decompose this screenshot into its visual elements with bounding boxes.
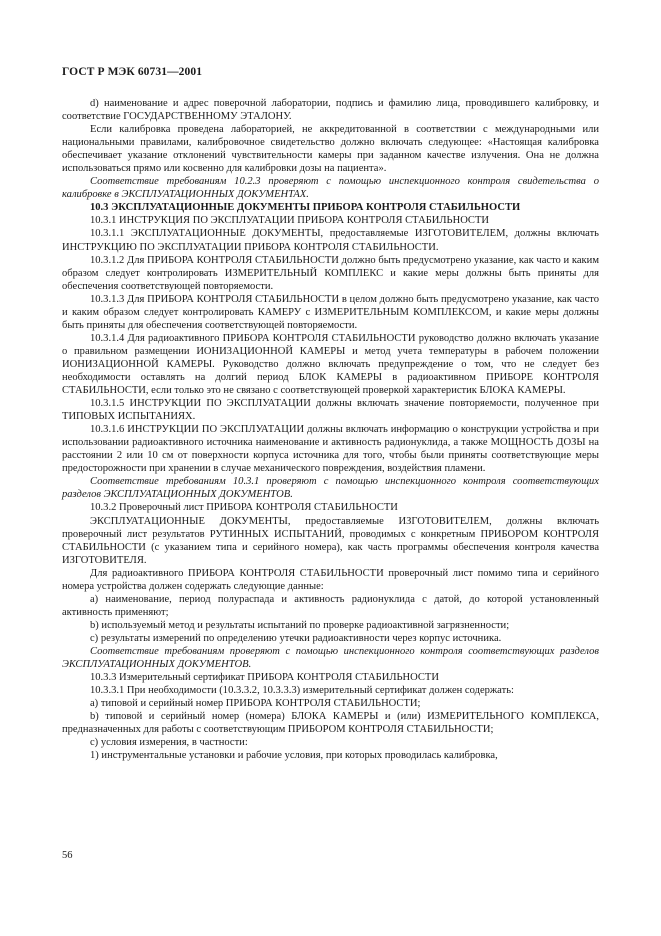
paragraph: 10.3.3.1 При необходимости (10.3.3.2, 10.3.3.3) измерительный сертификат должен содержать: [90,685,514,697]
paragraph: Для радиоактивного ПРИБОРА КОНТРОЛЯ СТАБИЛЬНОСТИ проверочный лист помимо типа и серийного номера устройства должен содержать следующие данные: [62,567,599,592]
paragraph: 10.3.1 ИНСТРУКЦИЯ ПО ЭКСПЛУАТАЦИИ ПРИБОРА КОНТРОЛЯ СТАБИЛЬНОСТИ [90,215,490,227]
page-number: 56 [62,850,73,861]
paragraph: ЭКСПЛУАТАЦИОННЫЕ ДОКУМЕНТЫ, предоставляемые ИЗГОТОВИТЕЛЕМ, должны включать проверочный лист результатов РУТИННЫХ ИСПЫТАНИЙ, проводимых с конкретным ПРИБОРОМ КОНТРОЛЯ СТАБИЛЬНОСТИ (с указанием типа и серийного номера), как часть программы обеспечения контроля качества ИЗГОТОВИТЕЛЯ. [62,515,599,566]
paragraph: 10.3.1.5 ИНСТРУКЦИИ ПО ЭКСПЛУАТАЦИИ должны включать значение повторяемости, полученное при ТИПОВЫХ ИСПЫТАНИЯХ. [62,398,599,423]
paragraph: c) результаты измерений по определению утечки радиоактивности через корпус источника. [90,632,502,644]
paragraph: 10.3.1.4 Для радиоактивного ПРИБОРА КОНТРОЛЯ СТАБИЛЬНОСТИ руководство должно включать указание о правильном размещении ИОНИЗАЦИОННОЙ КАМЕРЫ и метод учета температуры в рабочем положении ИОНИЗАЦИОННОЙ КАМЕРЫ. Руководство должно включать предупреждение о том, что не следует без необходимости оставлять на долгий период БЛОК КАМЕРЫ в радиоактивном ПРИБОРЕ КОНТРОЛЯ СТАБИЛЬНОСТИ, если только это не связано с соответствующей проверкой характеристик БЛОКА КАМЕРЫ. [62,332,599,397]
paragraph: Если калибровка проведена лабораторией, не аккредитованной в соответствии с международными или национальными правилами, калибровочное свидетельство должно включать следующее: «Настоящая калибровка обеспечивает указание отклонений чувствительности камеры при заданном качестве излучения. Она не должна использоваться прямо или косвенно для калибровки дозы на пациента». [62,124,599,175]
document-body [62,97,599,762]
paragraph: Соответствие требованиям 10.3.1 проверяют с помощью инспекционного контроля соответствующих разделов ЭКСПЛУАТАЦИОННЫХ ДОКУМЕНТОВ. [62,476,599,501]
paragraph: 10.3.3 Измерительный сертификат ПРИБОРА КОНТРОЛЯ СТАБИЛЬНОСТИ [90,672,439,684]
paragraph: 10.3.1.6 ИНСТРУКЦИИ ПО ЭКСПЛУАТАЦИИ должны включать информацию о конструкции устройства и при использовании радиоактивного источника наименование и активность радионуклида, а также МОЩНОСТЬ ДОЗЫ на расстоянии 2 или 10 см от поверхности корпуса источника для того, чтобы были приняты соответствующие меры предосторожности при хранении в случае механического повреждения, воздействия пламени. [62,424,599,475]
paragraph: 10.3.1.3 Для ПРИБОРА КОНТРОЛЯ СТАБИЛЬНОСТИ в целом должно быть предусмотрено указание, как часто и каким образом следует контролировать КАМЕРУ с ИЗМЕРИТЕЛЬНЫМ КОМПЛЕКСОМ, и какие меры должны быть приняты для обеспечения соответствующей повторяемости. [62,293,599,331]
paragraph: 1) инструментальные установки и рабочие условия, при которых проводилась калибровка, [90,750,498,762]
paragraph: 10.3 ЭКСПЛУАТАЦИОННЫЕ ДОКУМЕНТЫ ПРИБОРА КОНТРОЛЯ СТАБИЛЬНОСТИ [90,202,521,214]
paragraph: Соответствие требованиям 10.2.3 проверяют с помощью инспекционного контроля свидетельства о калибровке в ЭКСПЛУАТАЦИОННЫХ ДОКУМЕНТАХ. [62,176,599,201]
paragraph: Соответствие требованиям проверяют с помощью инспекционного контроля соответствующих разделов ЭКСПЛУАТАЦИОННЫХ ДОКУМЕНТОВ. [62,645,599,671]
paragraph: d) наименование и адрес поверочной лаборатории, подпись и фамилию лица, проводившего калибровку, и соответствие ГОСУДАРСТВЕННОМУ ЭТАЛОНУ. [62,98,599,123]
paragraph: 10.3.1.1 ЭКСПЛУАТАЦИОННЫЕ ДОКУМЕНТЫ, предоставляемые ИЗГОТОВИТЕЛЕМ, должны включать ИНСТРУКЦИЮ ПО ЭКСПЛУАТАЦИИ ПРИБОРА КОНТРОЛЯ СТАБИЛЬНОСТИ. [62,228,599,253]
paragraph: a) типовой и серийный номер ПРИБОРА КОНТРОЛЯ СТАБИЛЬНОСТИ; [90,698,421,710]
paragraph: c) условия измерения, в частности: [90,737,248,749]
paragraph: a) наименование, период полураспада и активность радионуклида с датой, до которой установленный активность применяют; [62,593,599,618]
paragraph: 10.3.1.2 Для ПРИБОРА КОНТРОЛЯ СТАБИЛЬНОСТИ должно быть предусмотрено указание, как часто и каким образом следует контролировать ИЗМЕРИТЕЛЬНЫЙ КОМПЛЕКС и какие меры должны быть приняты для обеспечения соответствующей повторяемости. [62,254,599,292]
paragraph: b) используемый метод и результаты испытаний по проверке радиоактивной загрязненности; [90,619,510,631]
paragraph: 10.3.2 Проверочный лист ПРИБОРА КОНТРОЛЯ СТАБИЛЬНОСТИ [90,502,398,514]
paragraph: b) типовой и серийный номер (номера) БЛОКА КАМЕРЫ и (или) ИЗМЕРИТЕЛЬНОГО КОМПЛЕКСА, предназначенных для работы с соответствующим ПРИБОРОМ КОНТРОЛЯ СТАБИЛЬНОСТИ; [62,711,599,736]
standard-header: ГОСТ Р МЭК 60731—2001 [62,66,203,78]
